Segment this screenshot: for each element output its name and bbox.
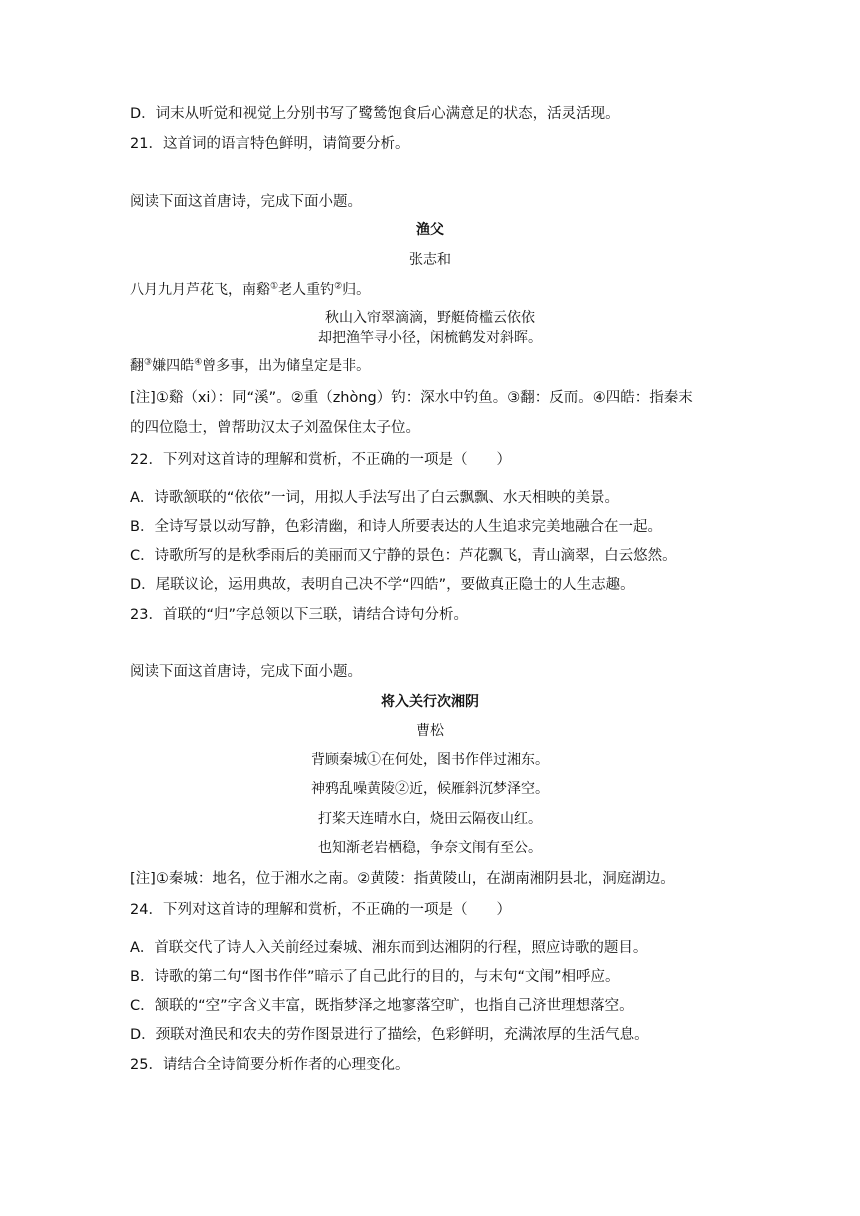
poem1-line4-part-c: 曾多事，出为储皇定是非。 bbox=[202, 358, 371, 374]
question-23: 23．首联的“归”字总领以下三联，请结合诗句分析。 bbox=[130, 607, 468, 623]
poem1-title: 渔父 bbox=[416, 222, 444, 238]
note-mark-3: ③ bbox=[144, 357, 153, 368]
q22-option-d: D．尾联议论，运用典故，表明自己决不学“四皓”，要做真正隐士的人生志趣。 bbox=[130, 577, 635, 593]
section2-intro: 阅读下面这首唐诗，完成下面小题。 bbox=[130, 194, 362, 210]
poem1-line3: 却把渔竿寻小径，闲梳鹤发对斜晖。 bbox=[318, 330, 542, 346]
poem1-line4-part-b: 嫌四皓 bbox=[152, 358, 195, 374]
poem1-author: 张志和 bbox=[409, 252, 451, 268]
poem1-line1-part-a: 八月九月芦花飞，南谿 bbox=[130, 282, 270, 298]
poem2-line4: 也知渐老岩栖稳，争奈文闱有至公。 bbox=[318, 840, 542, 856]
q22-option-a: A．诗歌颔联的“依依”一词，用拟人手法写出了白云飘飘、水天相映的美景。 bbox=[130, 490, 619, 506]
q24-option-b: B．诗歌的第二句“图书作伴”暗示了自己此行的目的，与末句“文闱”相呼应。 bbox=[130, 969, 620, 985]
poem1-line4-part-a: 翻 bbox=[130, 358, 144, 374]
poem1-line1-part-c: 归。 bbox=[342, 282, 371, 298]
poem2-line3: 打桨天连晴水白，烧田云隔夜山红。 bbox=[318, 811, 542, 827]
q24-option-d: D．颈联对渔民和农夫的劳作图景进行了描绘，色彩鲜明，充满浓厚的生活气息。 bbox=[130, 1027, 649, 1043]
q22-option-c: C．诗歌所写的是秋季雨后的美丽而又宁静的景色：芦花飘飞，青山滴翠，白云悠然。 bbox=[130, 548, 677, 564]
question-21: 21．这首词的语言特色鲜明，请简要分析。 bbox=[130, 136, 410, 152]
poem1-line1-part-b: 老人重钓 bbox=[278, 282, 335, 298]
q24-option-c: C．颔联的“空”字含义丰富，既指梦泽之地寥落空旷，也指自己济世理想落空。 bbox=[130, 998, 634, 1014]
poem2-line1: 背顾秦城①在何处，图书作伴过湘东。 bbox=[311, 752, 549, 768]
poem2-note: [注]①秦城：地名，位于湘水之南。②黄陵：指黄陵山，在湖南湘阴县北，洞庭湖边。 bbox=[130, 871, 675, 887]
poem2-author: 曹松 bbox=[416, 723, 444, 739]
note-mark-2: ② bbox=[334, 281, 343, 292]
poem1-line4 bbox=[130, 356, 760, 376]
q20-option-d: D．词末从听觉和视觉上分别书写了鹭鸶饱食后心满意足的状态，活灵活现。 bbox=[130, 106, 620, 122]
q24-option-a: A．首联交代了诗人入关前经过秦城、湘东而到达湘阴的行程，照应诗歌的题目。 bbox=[130, 940, 648, 956]
poem1-line2: 秋山入帘翠滴滴，野艇倚槛云依依 bbox=[325, 310, 535, 326]
poem2-line2: 神鸦乱噪黄陵②近，候雁斜沉梦泽空。 bbox=[311, 781, 549, 797]
question-25: 25．请结合全诗简要分析作者的心理变化。 bbox=[130, 1057, 410, 1073]
question-22: 22．下列对这首诗的理解和赏析，不正确的一项是（ ） bbox=[130, 452, 511, 468]
poem1-note-line1: [注]①谿（xi）：同“溪”。②重（zhòng）钓：深水中钓鱼。③翻：反而。④四皓：指秦末 bbox=[130, 390, 693, 406]
section3-intro: 阅读下面这首唐诗，完成下面小题。 bbox=[130, 664, 362, 680]
question-24: 24．下列对这首诗的理解和赏析，不正确的一项是（ ） bbox=[130, 902, 511, 918]
q22-option-b: B．全诗写景以动写静，色彩清幽，和诗人所要表达的人生追求完美地融合在一起。 bbox=[130, 519, 662, 535]
poem1-note-line2: 的四位隐士，曾帮助汉太子刘盈保住太子位。 bbox=[130, 420, 420, 436]
poem2-title: 将入关行次湘阴 bbox=[381, 694, 479, 710]
poem1-line1 bbox=[130, 280, 760, 300]
note-mark-1: ① bbox=[270, 281, 279, 292]
note-mark-4: ④ bbox=[194, 357, 203, 368]
